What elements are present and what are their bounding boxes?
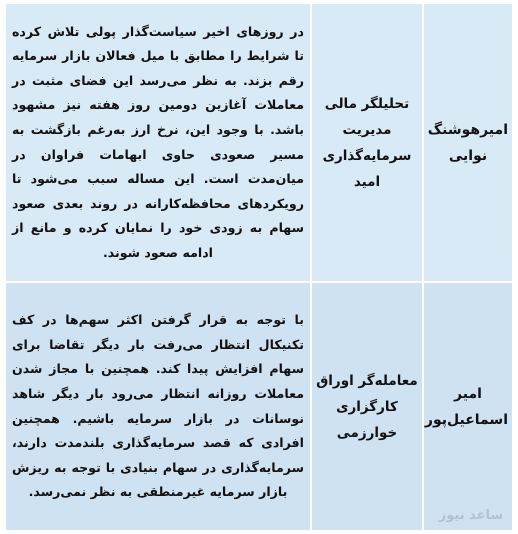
analyst-name-cell xyxy=(424,4,512,281)
analyst-role: تحلیلگر مالی مدیریت سرمایه‌گذاری امید xyxy=(322,95,412,190)
analyst-role: معامله‌گر اوراق کارگزاری خوارزمی xyxy=(316,372,418,441)
watermark-text: ساعد نیوز xyxy=(438,508,504,523)
analyst-role-cell xyxy=(312,4,422,281)
watermark-logo-icon xyxy=(434,498,508,528)
analysis-text-cell xyxy=(6,283,310,530)
analyst-name: امیر اسماعیل‌پور xyxy=(424,385,508,428)
analyst-role-cell xyxy=(312,283,422,530)
analysis-text-cell xyxy=(6,4,310,281)
analysis-text: در روزهای اخیر سیاست‌گذار پولی تلاش کرده تا شرایط را مطابق با میل فعالان بازار سرمایه رقم بزند. به نظر می‌رسد این فضای مثبت در معاملات آغازین دومین روز هفته نیز مشهود باشد. با وجود این، نرخ ارز به‌رغم بازگشت به مسیر صعودی حاوی ابهامات فراوان در میان‌مدت است. این مساله سبب می‌شود تا رویکردهای محافظه‌کارانه در روند بعدی صعود سهام به زودی خود را نمایان کرده و مانع از ادامه صعود شوند. xyxy=(12,23,304,260)
analysis-text: با توجه به قرار گرفتن اکثر سهم‌ها در کف تکنیکال انتظار می‌رفت بار دیگر تقاضا برای سهام افزایش پیدا کند. همچنین با مجاز شدن معاملات روزانه انتظار می‌رود بار دیگر شاهد نوسانات در بازار سرمایه باشیم. همچنین افرادی که قصد سرمایه‌گذاری بلندمدت دارند، سرمایه‌گذاری در سهام بنیادی با توجه به ریزش بازار سرمایه غیرمنطقی به نظر نمی‌رسد. xyxy=(12,312,304,500)
analyst-table xyxy=(4,2,514,532)
table-row xyxy=(6,4,512,281)
table-row xyxy=(6,283,512,530)
analyst-name-cell xyxy=(424,283,512,530)
analyst-name: امیرهوشنگ نوایی xyxy=(427,121,508,164)
